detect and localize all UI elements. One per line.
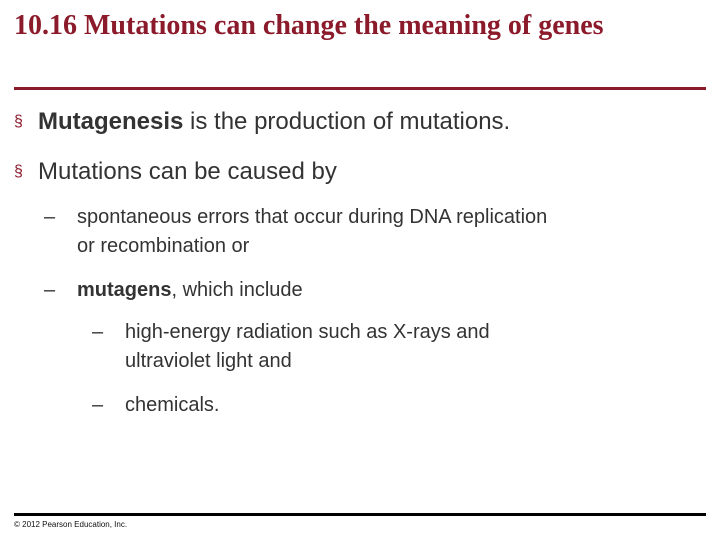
title-rule: [14, 87, 706, 90]
square-bullet-icon: §: [14, 163, 23, 180]
bullet-mutations-caused-by: [14, 158, 337, 186]
slide-title: 10.16 Mutations can change the meaning of genes: [14, 10, 604, 41]
bullet-mutagenesis: [14, 108, 510, 136]
copyright-notice: © 2012 Pearson Education, Inc.: [14, 520, 128, 529]
subsubitem-line-2: ultraviolet light and: [125, 350, 292, 372]
subsubitem-chemicals: [92, 391, 219, 420]
subitem-text: [77, 276, 303, 305]
subitem-mutagens: [44, 276, 303, 305]
bullet-rest: is the production of mutations.: [183, 108, 511, 135]
bullet-text: Mutations can be caused by: [38, 158, 337, 185]
subitem-spontaneous-errors: [44, 203, 547, 261]
term-mutagenesis: Mutagenesis: [38, 108, 184, 135]
subsubitem-radiation: [92, 318, 490, 376]
dash-icon: –: [92, 394, 104, 416]
bullet-text: [38, 108, 510, 136]
subitem-line-2: or recombination or: [77, 235, 250, 257]
subsubitem-text: chemicals.: [125, 394, 220, 416]
dash-icon: –: [44, 279, 56, 301]
dash-icon: –: [92, 321, 104, 343]
dash-icon: –: [44, 206, 56, 228]
subsubitem-line-1: high-energy radiation such as X-rays and: [125, 321, 490, 343]
term-mutagens: mutagens: [77, 279, 172, 301]
subitem-line-1: spontaneous errors that occur during DNA replication: [77, 206, 548, 228]
subitem-rest: , which include: [171, 279, 303, 301]
square-bullet-icon: §: [14, 113, 23, 130]
footer-rule: [14, 513, 706, 516]
